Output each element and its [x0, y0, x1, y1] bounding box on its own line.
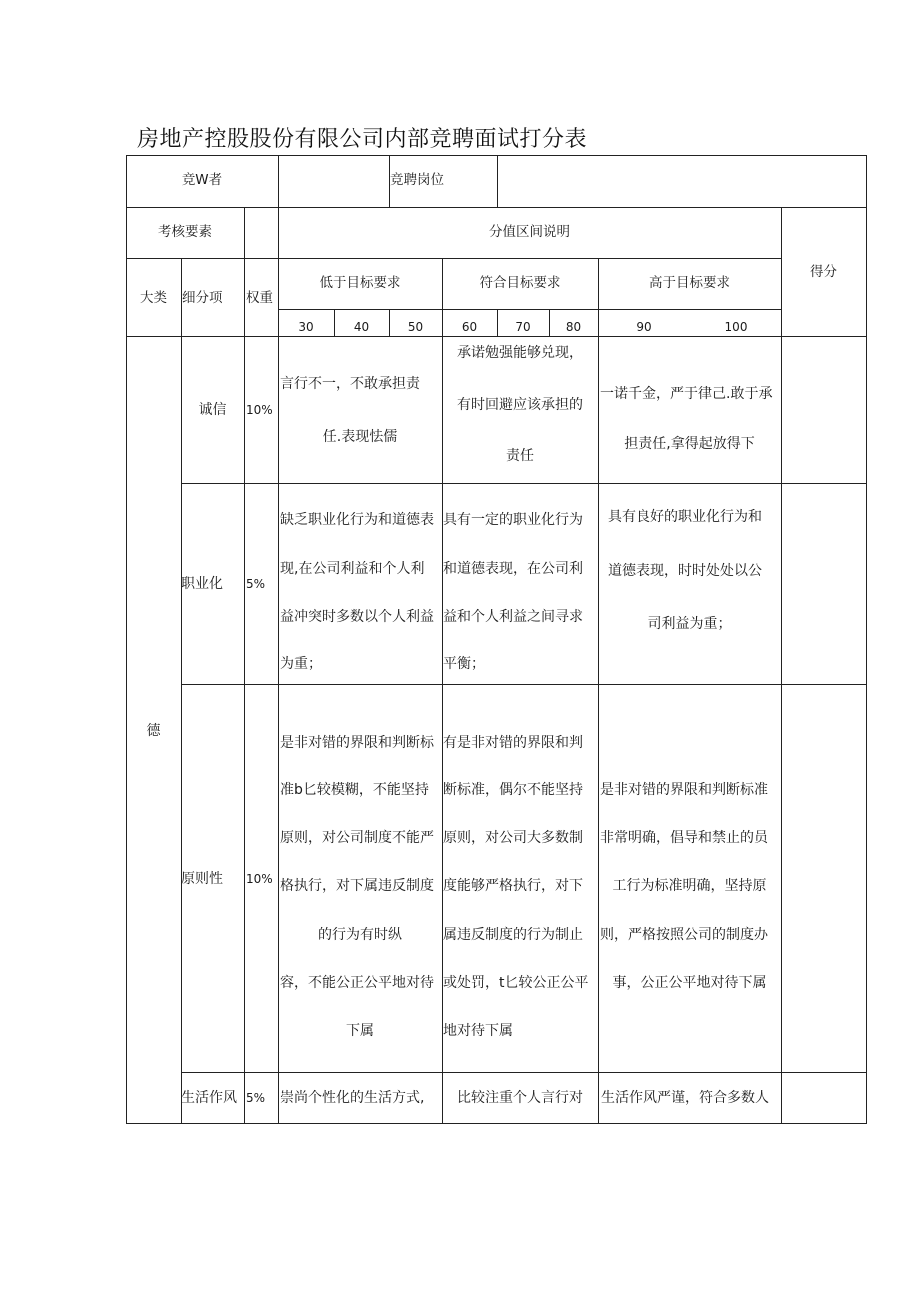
mid-desc: 平衡； [443, 656, 485, 672]
low-desc: 的行为有时纵 [318, 927, 402, 943]
page-title: 房地产控股股份有限公司内部竞聘面试打分表 [137, 127, 588, 152]
mid-desc: 地对待下属 [443, 1023, 513, 1039]
low-desc: 格执行，对下属违反制度 [280, 878, 434, 894]
high-desc: 生活作风严谨，符合多数人 [601, 1090, 769, 1106]
low-desc: 益冲突时多数以个人利益 [280, 609, 434, 625]
item-name: 职业化 [181, 576, 223, 592]
range-label: 分值区间说明 [489, 224, 570, 240]
high-desc: 事，公正公平地对待下属 [612, 975, 767, 991]
high-desc: 具有良好的职业化行为和 [608, 509, 762, 525]
mid-desc: 有是非对错的界限和判 [443, 735, 583, 751]
item-name: 生活作风 [181, 1090, 237, 1106]
high-desc: 司利益为重； [647, 616, 732, 632]
score-point: 100 [724, 320, 748, 334]
mid-desc: 度能够严格执行，对下 [443, 878, 583, 894]
mid-desc: 承诺勉强能够兑现， [457, 345, 583, 361]
low-desc: 崇尚个性化的生活方式, [280, 1090, 425, 1106]
high-desc: 道德表现，时时处处以公 [608, 563, 762, 579]
score-point: 70 [515, 320, 531, 334]
item-name: 原则性 [181, 871, 223, 887]
score-point: 90 [636, 320, 652, 334]
category-label: 大类 [140, 290, 167, 306]
high-desc: 是非对错的界限和判断标准 [600, 782, 768, 798]
mid-desc: 原则，对公司大多数制 [443, 830, 583, 846]
mid-desc: 比较注重个人言行对 [457, 1090, 583, 1106]
low-target-label: 低于目标要求 [319, 275, 401, 291]
position-label: 竞聘岗位 [390, 172, 444, 188]
category-cell: 德 [146, 723, 161, 739]
mid-desc: 具有一定的职业化行为 [443, 512, 583, 528]
low-desc: 容，不能公正公平地对待 [280, 975, 434, 991]
mid-desc: 责任 [506, 448, 534, 464]
high-desc: 非常明确，倡导和禁止的员 [600, 830, 768, 846]
mid-desc: 或处罚，t匕较公正公平 [443, 975, 589, 991]
high-desc: 一诺千金，严于律己.敢于承 [600, 386, 773, 402]
item-weight: 10% [246, 872, 273, 886]
item-weight: 5% [246, 577, 266, 591]
weight-label: 权重 [246, 290, 273, 306]
score-point: 80 [565, 320, 582, 334]
factors-label: 考核要素 [158, 224, 212, 240]
item-weight: 10% [246, 403, 273, 417]
mid-desc: 有时回避应该承担的 [457, 397, 583, 413]
low-desc: 言行不一，不敢承担责 [280, 376, 420, 392]
score-point: 50 [407, 320, 424, 334]
mid-desc: 断标准，偶尔不能坚持 [443, 782, 583, 798]
score-point: 40 [353, 320, 370, 334]
sub-item-label: 细分项 [182, 290, 223, 306]
low-desc: 缺乏职业化行为和道德表 [280, 512, 434, 528]
low-desc: 准b匕较模糊，不能坚持 [280, 782, 429, 798]
candidate-label: 竞W者 [181, 172, 223, 188]
low-desc: 现,在公司利益和个人利 [280, 561, 425, 577]
low-desc: 为重； [280, 656, 322, 672]
high-desc: 则，严格按照公司的制度办 [600, 927, 768, 943]
mid-desc: 益和个人利益之间寻求 [443, 609, 583, 625]
mid-desc: 属违反制度的行为制止 [443, 927, 583, 943]
low-desc: 原则，对公司制度不能严 [280, 830, 434, 846]
high-desc: 担责任,拿得起放得下 [624, 436, 755, 452]
score-point: 60 [461, 320, 478, 334]
score-label: 得分 [810, 264, 837, 280]
low-desc: 是非对错的界限和判断标 [280, 735, 434, 751]
high-desc: 工行为标准明确，坚持原 [612, 878, 767, 894]
low-desc: 任.表现怯儒 [322, 429, 398, 445]
high-target-label: 高于目标要求 [649, 275, 730, 291]
mid-desc: 和道德表现，在公司利 [443, 561, 583, 577]
score-point: 30 [298, 320, 314, 334]
item-name: 诚信 [198, 402, 227, 418]
mid-target-label: 符合目标要求 [479, 275, 561, 291]
low-desc: 下属 [346, 1023, 374, 1039]
item-weight: 5% [246, 1091, 266, 1105]
